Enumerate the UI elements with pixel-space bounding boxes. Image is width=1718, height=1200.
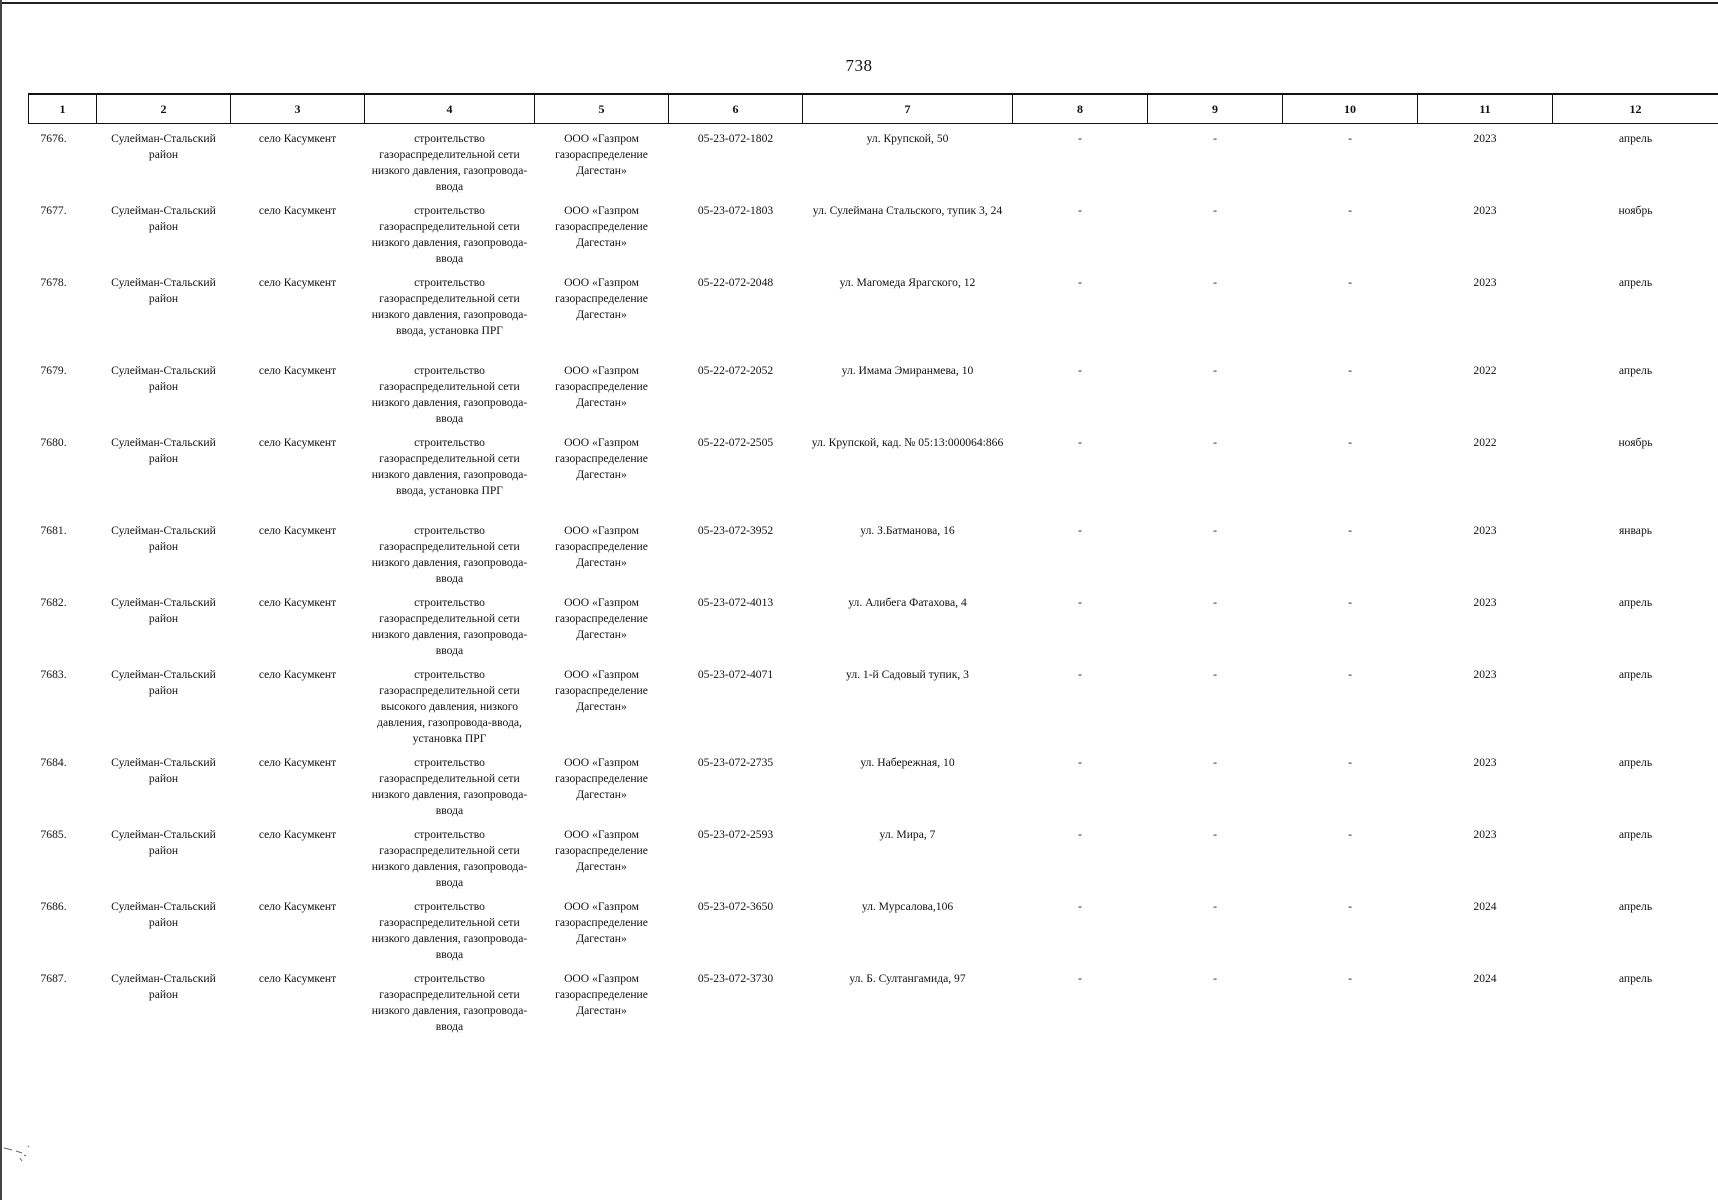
table-row: [29, 892, 1718, 964]
address-cell: ул. Имама Эмиранмева, 10: [841, 363, 974, 377]
column-8-cell: -: [1078, 827, 1082, 841]
column-8-cell: -: [1078, 203, 1082, 217]
settlement-cell: село Касумкент: [258, 523, 337, 537]
column-8-cell: -: [1078, 899, 1082, 913]
row-number: 7681.: [40, 523, 67, 537]
table-row: [29, 964, 1718, 1036]
organization-cell: ООО «Газпром газораспределение Дагестан»: [555, 132, 648, 177]
work-description-cell: строительство газораспределительной сети низкого давления, газопровода-ввода: [371, 755, 528, 817]
object-code-cell: 05-22-072-2048: [697, 275, 774, 289]
column-9-cell: -: [1213, 275, 1217, 289]
year-cell: 2023: [1473, 132, 1497, 145]
column-header-5: 5: [535, 94, 669, 124]
column-header-11: 11: [1418, 94, 1553, 124]
address-cell: ул. Крупской, кад. № 05:13:000064:866: [811, 435, 1004, 449]
column-10-cell: -: [1348, 363, 1352, 377]
row-number: 7680.: [40, 435, 67, 449]
column-8-cell: -: [1078, 667, 1082, 681]
object-code-cell: 05-23-072-1803: [697, 203, 774, 217]
column-10-cell: -: [1348, 667, 1352, 681]
district-cell: Сулейман-Стальский район: [111, 595, 216, 625]
column-header-2: 2: [97, 94, 231, 124]
district-cell: Сулейман-Стальский район: [111, 275, 216, 305]
settlement-cell: село Касумкент: [258, 435, 337, 449]
address-cell: ул. Б. Султангамида, 97: [849, 971, 966, 985]
organization-cell: ООО «Газпром газораспределение Дагестан»: [555, 435, 648, 481]
column-9-cell: -: [1213, 523, 1217, 537]
year-cell: 2023: [1473, 595, 1497, 609]
work-description-cell: строительство газораспределительной сети низкого давления, газопровода-ввода, установка ПРГ: [371, 275, 528, 337]
settlement-cell: село Касумкент: [258, 203, 337, 217]
address-cell: ул. Магомеда Ярагского, 12: [839, 275, 976, 289]
settlement-cell: село Касумкент: [258, 899, 337, 913]
settlement-cell: село Касумкент: [258, 595, 337, 609]
row-number: 7682.: [40, 595, 67, 609]
organization-cell: ООО «Газпром газораспределение Дагестан»: [555, 971, 648, 1017]
settlement-cell: село Касумкент: [258, 755, 337, 769]
district-cell: Сулейман-Стальский район: [111, 827, 216, 857]
settlement-cell: село Касумкент: [258, 827, 337, 841]
organization-cell: ООО «Газпром газораспределение Дагестан»: [555, 899, 648, 945]
row-number: 7684.: [40, 755, 67, 769]
table-row: [29, 660, 1718, 748]
column-9-cell: -: [1213, 827, 1217, 841]
table-row: [29, 748, 1718, 820]
column-header-10: 10: [1283, 94, 1418, 124]
column-header-9: 9: [1148, 94, 1283, 124]
district-cell: Сулейман-Стальский район: [111, 667, 216, 697]
organization-cell: ООО «Газпром газораспределение Дагестан»: [555, 275, 648, 321]
year-cell: 2023: [1473, 203, 1497, 217]
table-row: [29, 588, 1718, 660]
object-code-cell: 05-23-072-3730: [697, 971, 774, 985]
month-cell: апрель: [1618, 667, 1653, 681]
address-cell: ул. Алибега Фатахова, 4: [848, 595, 967, 609]
row-number: 7687.: [40, 971, 67, 985]
organization-cell: ООО «Газпром газораспределение Дагестан»: [555, 523, 648, 569]
organization-cell: ООО «Газпром газораспределение Дагестан»: [555, 755, 648, 801]
work-description-cell: строительство газораспределительной сети высокого давления, низкого давления, газопровода-ввода, установка ПРГ: [377, 667, 522, 745]
column-8-cell: -: [1078, 755, 1082, 769]
month-cell: ноябрь: [1618, 435, 1653, 449]
month-cell: апрель: [1618, 275, 1653, 289]
column-10-cell: -: [1348, 755, 1352, 769]
table-row: [29, 124, 1718, 196]
month-cell: апрель: [1618, 827, 1653, 841]
district-cell: Сулейман-Стальский район: [111, 363, 216, 393]
district-cell: Сулейман-Стальский район: [111, 755, 216, 785]
column-9-cell: -: [1213, 435, 1217, 449]
column-10-cell: -: [1348, 595, 1352, 609]
address-cell: ул. Сулеймана Стальского, тупик 3, 24: [812, 203, 1003, 217]
row-number: 7686.: [40, 899, 67, 913]
district-cell: Сулейман-Стальский район: [111, 971, 216, 1001]
organization-cell: ООО «Газпром газораспределение Дагестан»: [555, 827, 648, 873]
address-cell: ул. Мира, 7: [879, 827, 936, 841]
address-cell: ул. Мурсалова,106: [861, 899, 954, 913]
table-row: [29, 516, 1718, 588]
object-code-cell: 05-23-072-3952: [697, 523, 774, 537]
column-header-7: 7: [803, 94, 1013, 124]
work-description-cell: строительство газораспределительной сети низкого давления, газопровода-ввода: [371, 523, 528, 585]
district-cell: Сулейман-Стальский район: [111, 132, 216, 161]
object-code-cell: 05-22-072-2505: [697, 435, 774, 449]
year-cell: 2024: [1473, 971, 1497, 985]
address-cell: ул. 1-й Садовый тупик, 3: [846, 667, 969, 681]
work-description-cell: строительство газораспределительной сети низкого давления, газопровода-ввода: [371, 827, 528, 889]
column-10-cell: -: [1348, 827, 1352, 841]
column-header-6: 6: [669, 94, 803, 124]
object-code-cell: 05-23-072-3650: [697, 899, 774, 913]
table-body: [29, 124, 1718, 1036]
column-9-cell: -: [1213, 203, 1217, 217]
table-row: [29, 820, 1718, 892]
column-9-cell: -: [1213, 971, 1217, 985]
organization-cell: ООО «Газпром газораспределение Дагестан»: [555, 667, 648, 713]
month-cell: апрель: [1618, 595, 1653, 609]
column-header-1: 1: [29, 94, 97, 124]
column-10-cell: -: [1348, 971, 1352, 985]
object-code-cell: 05-23-072-2735: [697, 755, 774, 769]
district-cell: Сулейман-Стальский район: [111, 203, 216, 233]
object-code-cell: 05-22-072-2052: [697, 363, 774, 377]
row-number: 7678.: [40, 275, 67, 289]
organization-cell: ООО «Газпром газораспределение Дагестан»: [555, 363, 648, 409]
district-cell: Сулейман-Стальский район: [111, 523, 216, 553]
table-row: [29, 196, 1718, 268]
column-8-cell: -: [1078, 435, 1082, 449]
table-row: [29, 268, 1718, 356]
year-cell: 2023: [1473, 275, 1497, 289]
column-8-cell: -: [1078, 523, 1082, 537]
column-10-cell: -: [1348, 275, 1352, 289]
work-description-cell: строительство газораспределительной сети низкого давления, газопровода-ввода: [371, 203, 528, 265]
settlement-cell: село Касумкент: [258, 275, 337, 289]
address-cell: ул. Набережная, 10: [860, 755, 955, 769]
work-description-cell: строительство газораспределительной сети низкого давления, газопровода-ввода: [371, 971, 528, 1033]
year-cell: 2023: [1473, 667, 1497, 681]
column-8-cell: -: [1078, 595, 1082, 609]
row-number: 7677.: [40, 203, 67, 217]
page-top-rule: [0, 2, 1718, 4]
month-cell: апрель: [1618, 363, 1653, 377]
column-9-cell: -: [1213, 595, 1217, 609]
column-8-cell: -: [1078, 275, 1082, 289]
header-row: [29, 94, 1718, 124]
work-description-cell: строительство газораспределительной сети низкого давления, газопровода-ввода: [371, 595, 528, 657]
month-cell: апрель: [1618, 899, 1653, 913]
column-9-cell: -: [1213, 363, 1217, 377]
column-8-cell: -: [1078, 971, 1082, 985]
month-cell: январь: [1618, 523, 1653, 537]
work-description-cell: строительство газораспределительной сети низкого давления, газопровода-ввода: [371, 899, 528, 961]
column-10-cell: -: [1348, 899, 1352, 913]
object-code-cell: 05-23-072-4071: [697, 667, 774, 681]
settlement-cell: село Касумкент: [258, 667, 337, 681]
column-header-8: 8: [1013, 94, 1148, 124]
year-cell: 2024: [1473, 899, 1497, 913]
organization-cell: ООО «Газпром газораспределение Дагестан»: [555, 203, 648, 249]
organization-cell: ООО «Газпром газораспределение Дагестан»: [555, 595, 648, 641]
table-row: [29, 356, 1718, 428]
work-description-cell: строительство газораспределительной сети низкого давления, газопровода-ввода: [371, 132, 528, 193]
settlement-cell: село Касумкент: [258, 132, 337, 145]
column-9-cell: -: [1213, 899, 1217, 913]
column-10-cell: -: [1348, 203, 1352, 217]
page-left-edge: [0, 0, 2, 1200]
column-8-cell: -: [1078, 132, 1082, 145]
column-9-cell: -: [1213, 667, 1217, 681]
column-9-cell: -: [1213, 132, 1217, 145]
row-number: 7676.: [40, 132, 67, 145]
month-cell: ноябрь: [1618, 203, 1653, 217]
settlement-cell: село Касумкент: [258, 971, 337, 985]
object-code-cell: 05-23-072-2593: [697, 827, 774, 841]
settlement-cell: село Касумкент: [258, 363, 337, 377]
year-cell: 2023: [1473, 827, 1497, 841]
column-10-cell: -: [1348, 132, 1352, 145]
scan-speck-marks: [2, 1140, 32, 1164]
row-number: 7679.: [40, 363, 67, 377]
row-number: 7685.: [40, 827, 67, 841]
table-row: [29, 428, 1718, 516]
year-cell: 2023: [1473, 523, 1497, 537]
column-header-12: 12: [1553, 94, 1718, 124]
month-cell: апрель: [1618, 755, 1653, 769]
month-cell: апрель: [1618, 971, 1653, 985]
row-number: 7683.: [40, 667, 67, 681]
year-cell: 2022: [1473, 435, 1497, 449]
column-10-cell: -: [1348, 523, 1352, 537]
address-cell: ул. Крупской, 50: [866, 132, 949, 145]
district-cell: Сулейман-Стальский район: [111, 899, 216, 929]
page-number: 738: [845, 56, 873, 75]
month-cell: апрель: [1618, 132, 1653, 145]
year-cell: 2023: [1473, 755, 1497, 769]
work-description-cell: строительство газораспределительной сети низкого давления, газопровода-ввода: [371, 363, 528, 425]
district-cell: Сулейман-Стальский район: [111, 435, 216, 465]
object-code-cell: 05-23-072-1802: [697, 132, 774, 145]
column-10-cell: -: [1348, 435, 1352, 449]
year-cell: 2022: [1473, 363, 1497, 377]
object-code-cell: 05-23-072-4013: [697, 595, 774, 609]
register-table: [28, 93, 1718, 1036]
column-8-cell: -: [1078, 363, 1082, 377]
column-header-3: 3: [231, 94, 365, 124]
work-description-cell: строительство газораспределительной сети низкого давления, газопровода-ввода, установка ПРГ: [371, 435, 528, 497]
column-header-4: 4: [365, 94, 535, 124]
address-cell: ул. З.Батманова, 16: [860, 523, 955, 537]
column-9-cell: -: [1213, 755, 1217, 769]
